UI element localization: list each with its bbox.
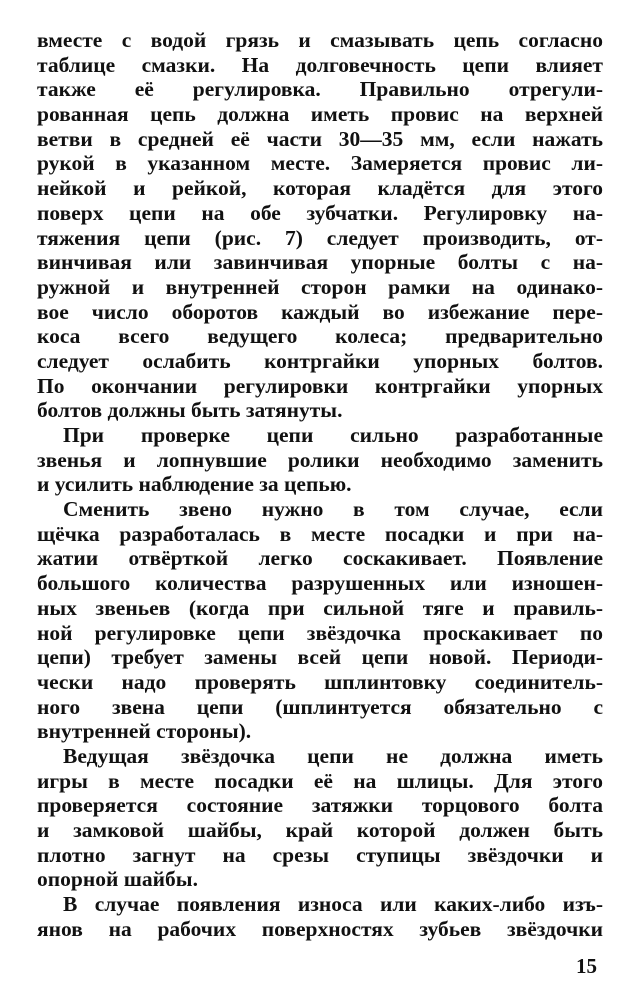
- text-line: ветви в средней её части 30—35 мм, если нажать: [37, 126, 603, 151]
- text-line: и усилить наблюдение за цепью.: [37, 472, 352, 497]
- text-line: следует ослабить контргайки упорных болтов.: [37, 348, 603, 373]
- text-line: По окончании регулировки контргайки упорных: [37, 373, 603, 398]
- text-line: В случае появления износа или каких-либо изъ-: [63, 892, 603, 917]
- text-line: цепи) требует замены всей цепи новой. Периоди-: [37, 645, 603, 670]
- text-line: щёчка разработалась в месте посадки и при на-: [37, 521, 603, 546]
- text-line: и замковой шайбы, край которой должен быть: [37, 818, 603, 842]
- text-line: коса всего ведущего колеса; предварительно: [37, 324, 603, 349]
- text-line: плотно загнут на срезы ступицы звёздочки и: [37, 842, 603, 867]
- paragraph-5: [37, 892, 603, 941]
- text-line: чески надо проверять шплинтовку соединитель-: [37, 669, 603, 694]
- text-line: таблице смазки. На долговечность цепи влияет: [37, 52, 603, 77]
- text-line: тяжения цепи (рис. 7) следует производить, от-: [37, 225, 603, 250]
- text-line: ного звена цепи (шплинтуется обязательно с: [37, 694, 603, 719]
- text-line: рованная цепь должна иметь провис на верхней: [37, 102, 603, 127]
- paragraph-2: [37, 423, 603, 497]
- text-line: жатии отвёрткой легко соскакивает. Появление: [37, 546, 603, 571]
- text-line: внутренней стороны).: [37, 719, 252, 744]
- text-line: ной регулировке цепи звёздочка проскакивает по: [37, 620, 603, 645]
- text-line: поверх цепи на обе зубчатки. Регулировку на-: [37, 200, 603, 225]
- text-line: большого количества разрушенных или изношен-: [37, 571, 603, 596]
- page-number: 15: [576, 954, 597, 978]
- text-line: звенья и лопнувшие ролики необходимо заменить: [37, 447, 603, 472]
- text-line: проверяется состояние затяжки торцового болта: [37, 793, 603, 818]
- text-line: ных звеньев (когда при сильной тяге и правиль-: [37, 595, 603, 620]
- text-line: вместе с водой грязь и смазывать цепь согласно: [37, 28, 603, 52]
- text-line: винчивая или завинчивая упорные болты с на-: [37, 250, 603, 275]
- text-line: также её регулировка. Правильно отрегули-: [37, 77, 603, 102]
- text-line: нейкой и рейкой, которая кладётся для этого: [37, 176, 603, 201]
- text-line: болтов должны быть затянуты.: [37, 398, 343, 423]
- paragraph-3: [37, 497, 603, 744]
- text-line: рукой в указанном месте. Замеряется провис ли-: [37, 151, 603, 176]
- paragraph-1: [37, 28, 603, 423]
- text-line: Сменить звено нужно в том случае, если: [63, 497, 603, 522]
- text-line: Ведущая звёздочка цепи не должна иметь: [63, 743, 603, 768]
- text-line: опорной шайбы.: [37, 867, 198, 892]
- text-line: игры в месте посадки её на шлицы. Для этого: [37, 768, 603, 793]
- text-line: ружной и внутренней сторон рамки на одинако-: [37, 274, 603, 299]
- paragraph-4: [37, 744, 603, 892]
- body-text: [37, 28, 603, 941]
- text-line: вое число оборотов каждый во избежание пере-: [37, 299, 603, 324]
- text-line: янов на рабочих поверхностях зубьев звёздочки: [37, 916, 603, 941]
- text-line: При проверке цепи сильно разработанные: [63, 423, 603, 447]
